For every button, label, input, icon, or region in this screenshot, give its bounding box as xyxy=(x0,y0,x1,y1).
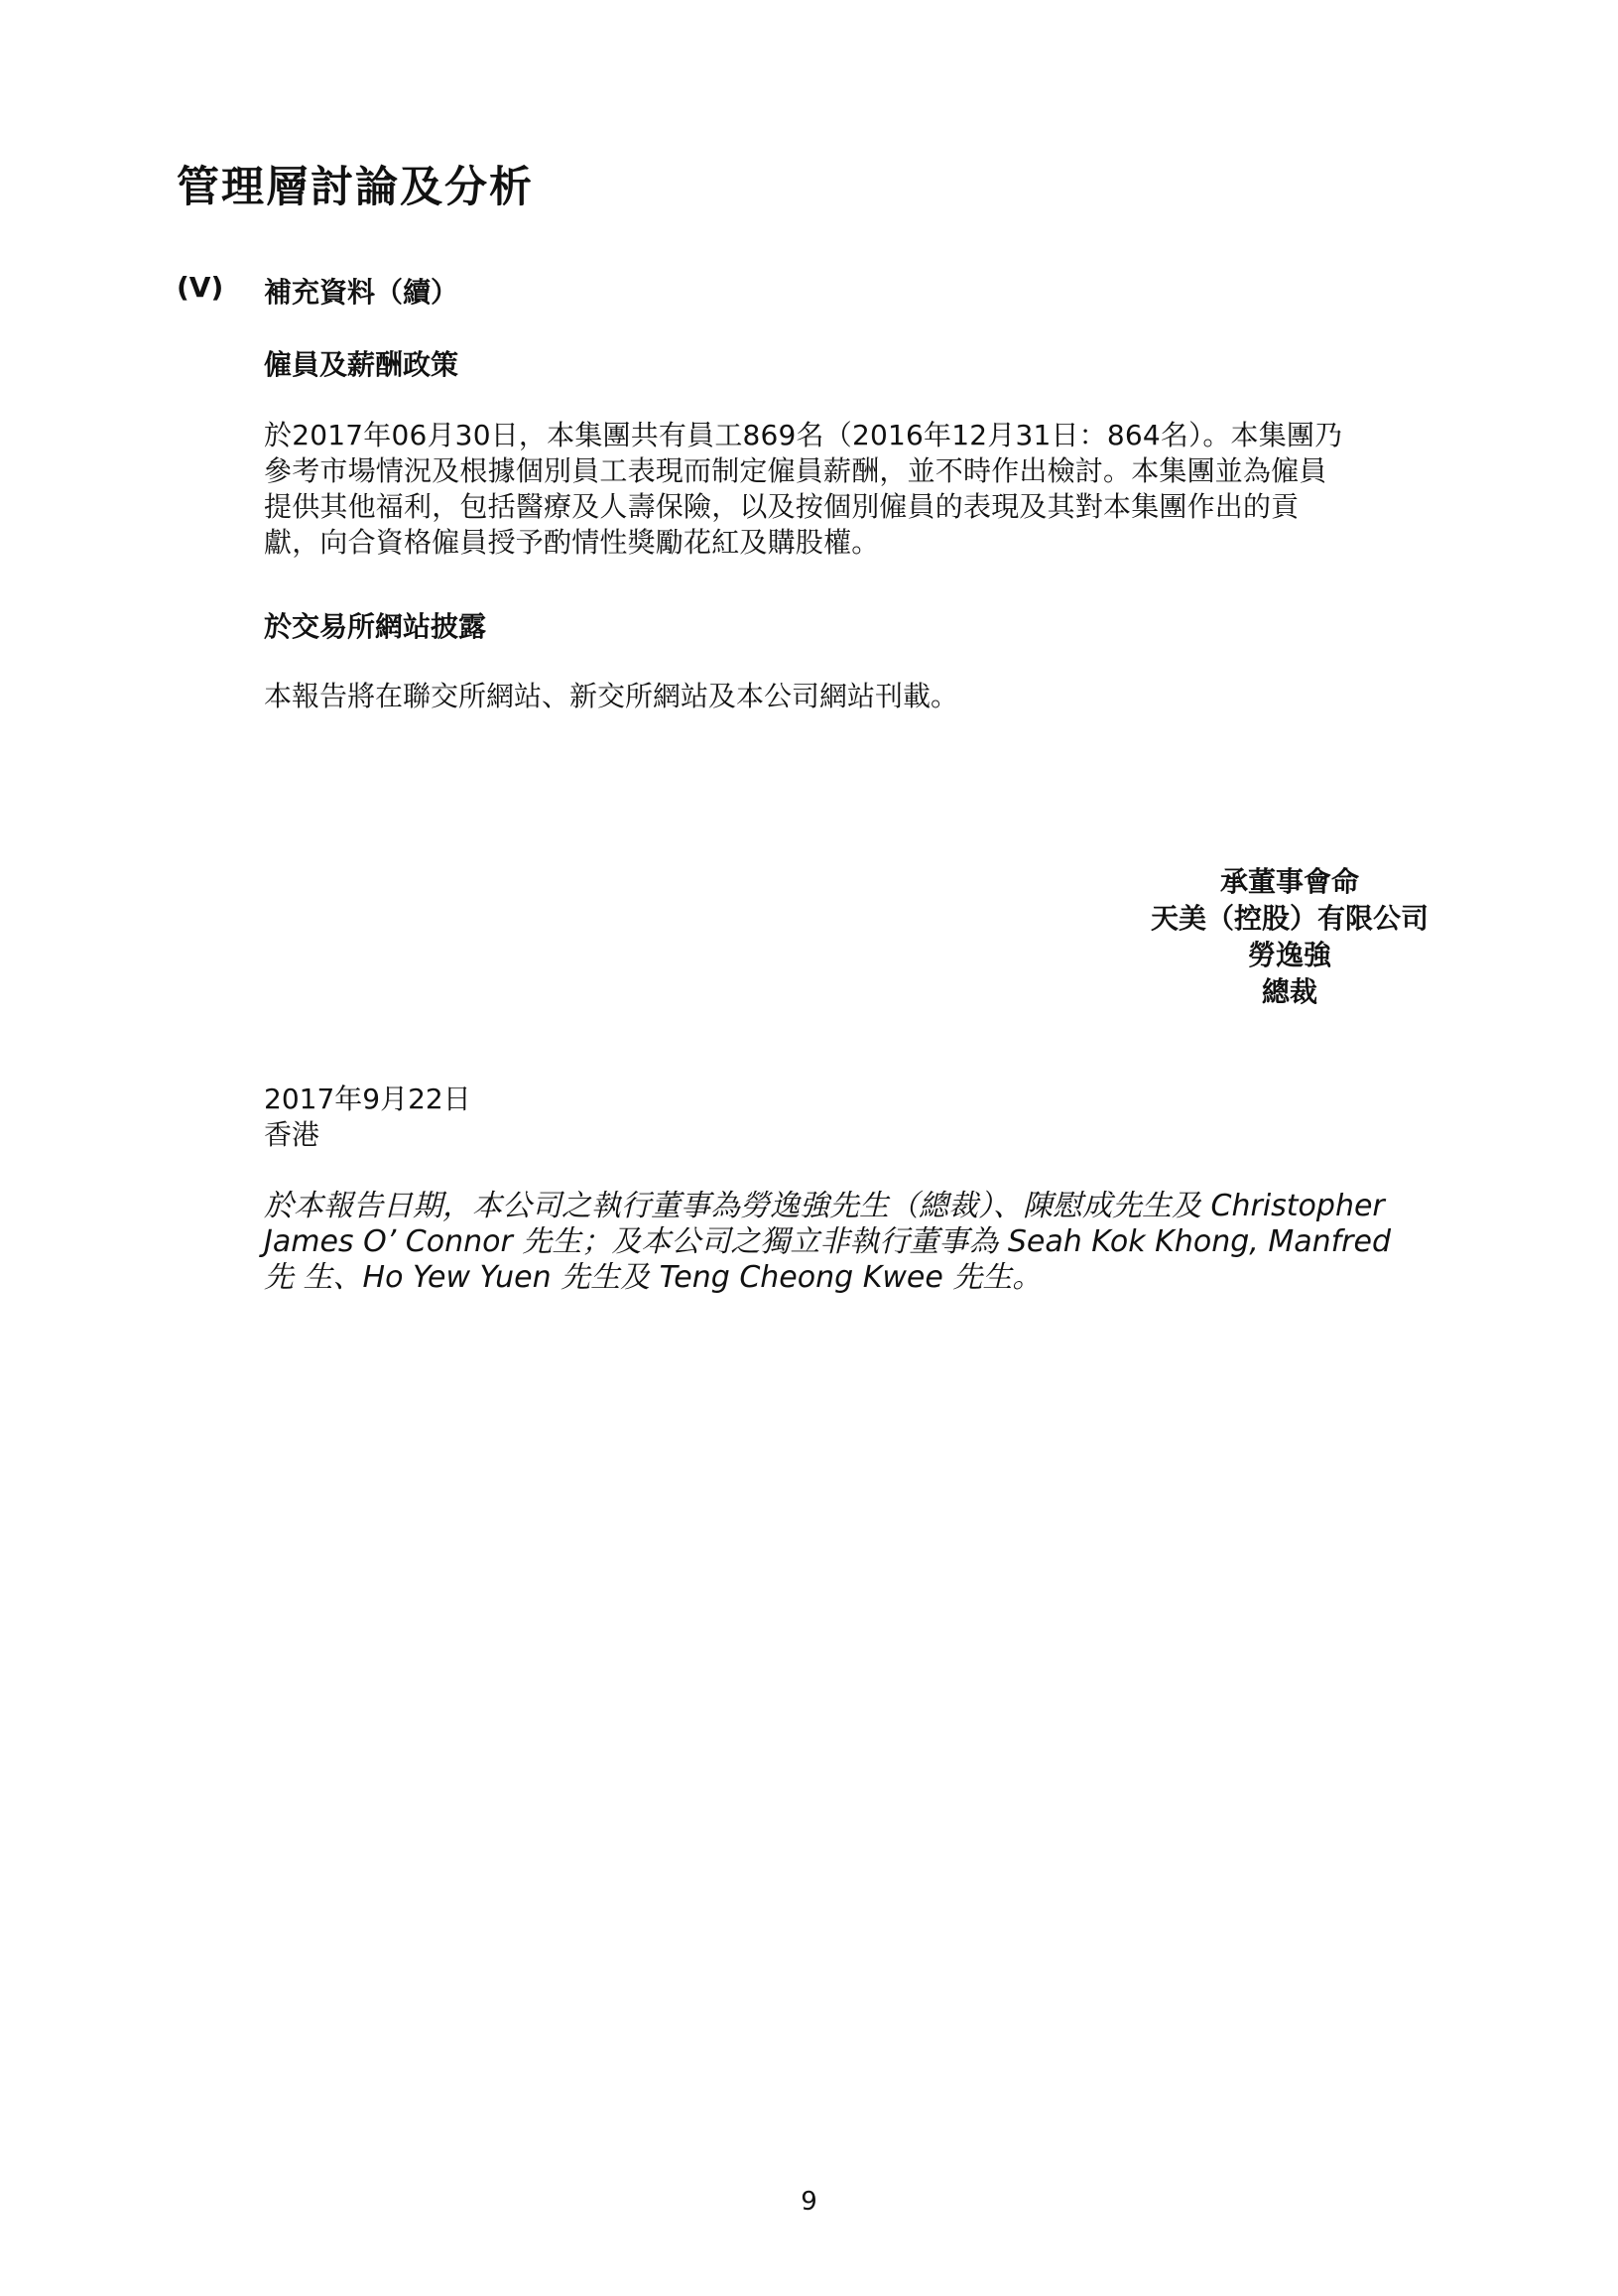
directors-line: 於本報告日期，本公司之執行董事為勞逸強先生（總裁）、陳慰成先生及 Christopher xyxy=(264,1189,1385,1223)
disclosure-heading: 於交易所網站披露 xyxy=(264,610,487,643)
section-title: 補充資料（續） xyxy=(264,276,459,309)
directors-line: 先 生、Ho Yew Yuen 先生及 Teng Cheong Kwee 先生。 xyxy=(264,1260,1043,1295)
employees-line: 於2017年06月30日，本集團共有員工869名（2016年12月31日：864名）。本集團乃 xyxy=(264,419,1343,451)
report-date: 2017年9月22日 xyxy=(264,1083,471,1115)
date-place-block xyxy=(264,1082,471,1153)
page-number: 9 xyxy=(801,2187,817,2217)
section-number: (V) xyxy=(177,271,224,304)
signature-name: 勞逸強 xyxy=(1247,939,1331,971)
employees-line: 獻，向合資格僱員授予酌情性獎勵花紅及購股權。 xyxy=(264,526,880,559)
signature-line: 承董事會命 xyxy=(1219,865,1359,898)
page-title: 管理層討論及分析 xyxy=(177,163,534,212)
signature-block xyxy=(1131,863,1448,1010)
employees-line: 參考市場情況及根據個別員工表現而制定僱員薪酬，並不時作出檢討。本集團並為僱員 xyxy=(264,454,1327,487)
employees-heading: 僱員及薪酬政策 xyxy=(264,348,459,381)
disclosure-paragraph: 本報告將在聯交所網站、新交所網站及本公司網站刊載。 xyxy=(264,680,959,712)
directors-line: James O’ Connor 先生；及本公司之獨立非執行董事為 Seah Kok Khong, Manfred xyxy=(264,1224,1392,1259)
employees-line: 提供其他福利，包括醫療及人壽保險，以及按個別僱員的表現及其對本集團作出的貢 xyxy=(264,490,1300,523)
employees-paragraph xyxy=(264,418,1454,561)
signature-company: 天美（控股）有限公司 xyxy=(1150,902,1429,935)
report-place: 香港 xyxy=(264,1118,320,1151)
directors-note xyxy=(264,1189,1444,1296)
signature-position: 總裁 xyxy=(1261,975,1317,1008)
